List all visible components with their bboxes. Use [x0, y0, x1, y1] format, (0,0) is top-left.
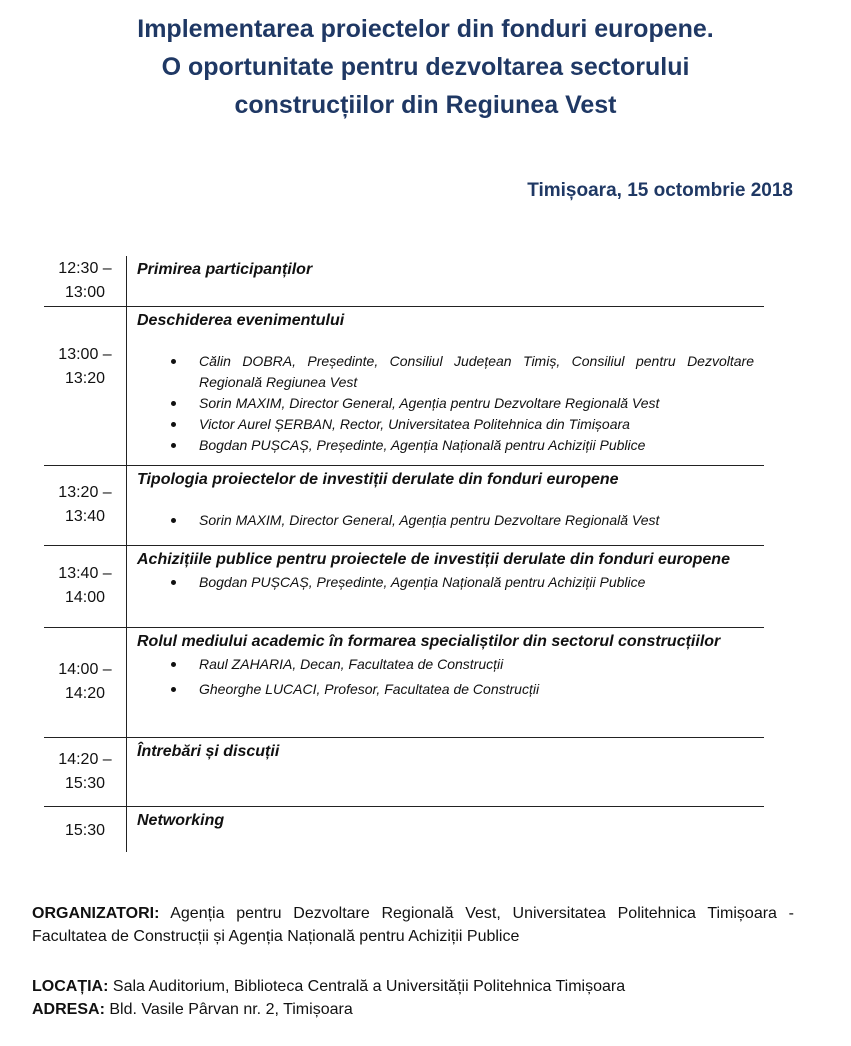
session-title: Rolul mediului academic în formarea specialiștilor din sectorul construcțiilor — [137, 632, 721, 650]
agenda-row — [44, 737, 764, 806]
speaker-item — [171, 393, 754, 414]
time-cell — [44, 256, 127, 306]
bullet-icon — [171, 518, 176, 523]
speaker-item — [171, 435, 754, 456]
location-label: LOCAȚIA: — [32, 978, 109, 995]
title-line: O oportunitate pentru dezvoltarea sectorului — [161, 53, 690, 81]
session-cell — [127, 306, 765, 465]
time-start: 12:30 – — [58, 259, 112, 277]
time-start: 15:30 — [64, 821, 106, 839]
organizers-block — [32, 902, 794, 948]
speaker-text: Sorin MAXIM, Director General, Agenția pentru Dezvoltare Regională Vest — [199, 394, 660, 411]
time-end: 13:00 — [64, 283, 106, 301]
bullet-icon — [171, 422, 176, 427]
session-cell — [127, 737, 765, 806]
bullet-icon — [171, 662, 176, 667]
speaker-item — [171, 654, 754, 675]
speaker-list — [137, 351, 754, 456]
speaker-text: Bogdan PUȘCAȘ, Președinte, Agenția Națională pentru Achiziții Publice — [199, 573, 646, 590]
agenda-table — [44, 256, 764, 852]
session-cell — [127, 465, 765, 545]
session-title: Networking — [137, 811, 225, 829]
speaker-list — [137, 654, 754, 700]
agenda-row — [44, 465, 764, 545]
speaker-item — [171, 572, 754, 593]
time-end: 15:30 — [64, 774, 106, 792]
time-cell — [44, 545, 127, 627]
title-line: construcțiilor din Regiunea Vest — [234, 91, 617, 119]
time-end: 14:00 — [64, 589, 106, 606]
address-text: Bld. Vasile Pârvan nr. 2, Timișoara — [109, 1001, 353, 1018]
venue-block — [32, 975, 794, 1021]
session-cell — [127, 806, 765, 852]
time-cell — [44, 465, 127, 545]
speaker-text: Raul ZAHARIA, Decan, Facultatea de Construcții — [199, 655, 504, 672]
time-start: 14:00 – — [58, 661, 112, 678]
time-start: 13:40 – — [58, 565, 112, 582]
title-line: Implementarea proiectelor din fonduri europene. — [137, 15, 714, 43]
speaker-list — [137, 572, 754, 593]
speaker-text: Bogdan PUȘCAȘ, Președinte, Agenția Națională pentru Achiziții Publice — [199, 436, 646, 453]
address-label: ADRESA: — [32, 1001, 105, 1018]
time-cell — [44, 627, 127, 737]
speaker-item — [171, 510, 754, 531]
speaker-item — [171, 414, 754, 435]
time-cell — [44, 806, 127, 852]
time-end: 13:40 — [64, 508, 106, 525]
time-start: 14:20 – — [58, 750, 112, 768]
session-title: Tipologia proiectelor de investiții derulate din fonduri europene — [137, 470, 619, 488]
document-title — [0, 10, 851, 124]
time-start: 13:20 – — [58, 484, 112, 501]
bullet-icon — [171, 401, 176, 406]
speaker-text: Victor Aurel ȘERBAN, Rector, Universitatea Politehnica din Timișoara — [199, 415, 630, 432]
session-title: Întrebări și discuții — [137, 742, 280, 760]
session-title: Deschiderea evenimentului — [137, 311, 345, 329]
session-cell — [127, 256, 765, 306]
speaker-text: Sorin MAXIM, Director General, Agenția pentru Dezvoltare Regională Vest — [199, 511, 660, 528]
organizers-text: Agenția pentru Dezvoltare Regională Vest, Universitatea Politehnica Timișoara - Facultatea de Construcții și Agenția Națională pentru Achiziții Publice — [32, 905, 794, 945]
time-end: 13:20 — [64, 369, 106, 387]
time-cell — [44, 737, 127, 806]
event-date: Timișoara, 15 octombrie 2018 — [527, 180, 793, 201]
time-cell — [44, 306, 127, 465]
bullet-icon — [171, 687, 176, 692]
speaker-text: Gheorghe LUCACI, Profesor, Facultatea de Construcții — [199, 680, 540, 697]
agenda-row — [44, 627, 764, 737]
address-line — [32, 998, 794, 1021]
agenda-row — [44, 806, 764, 852]
agenda-row — [44, 545, 764, 627]
organizers-label: ORGANIZATORI: — [32, 905, 160, 922]
session-title: Achizițiile publice pentru proiectele de investiții derulate din fonduri europene — [137, 550, 730, 568]
speaker-item — [171, 679, 754, 700]
bullet-icon — [171, 359, 176, 364]
session-title: Primirea participanților — [137, 261, 313, 278]
session-cell — [127, 545, 765, 627]
agenda-row — [44, 306, 764, 465]
agenda-row — [44, 256, 764, 306]
location-text: Sala Auditorium, Biblioteca Centrală a Universității Politehnica Timișoara — [112, 978, 626, 995]
bullet-icon — [171, 580, 176, 585]
speaker-text: Călin DOBRA, Președinte, Consiliul Județean Timiș, Consiliul pentru Dezvoltare Regională Regiunea Vest — [199, 352, 754, 390]
speaker-list — [137, 510, 754, 531]
time-end: 14:20 — [64, 685, 106, 702]
bullet-icon — [171, 443, 176, 448]
speaker-item — [171, 351, 754, 393]
location-line — [32, 975, 794, 998]
session-cell — [127, 627, 765, 737]
time-start: 13:00 – — [58, 345, 112, 363]
